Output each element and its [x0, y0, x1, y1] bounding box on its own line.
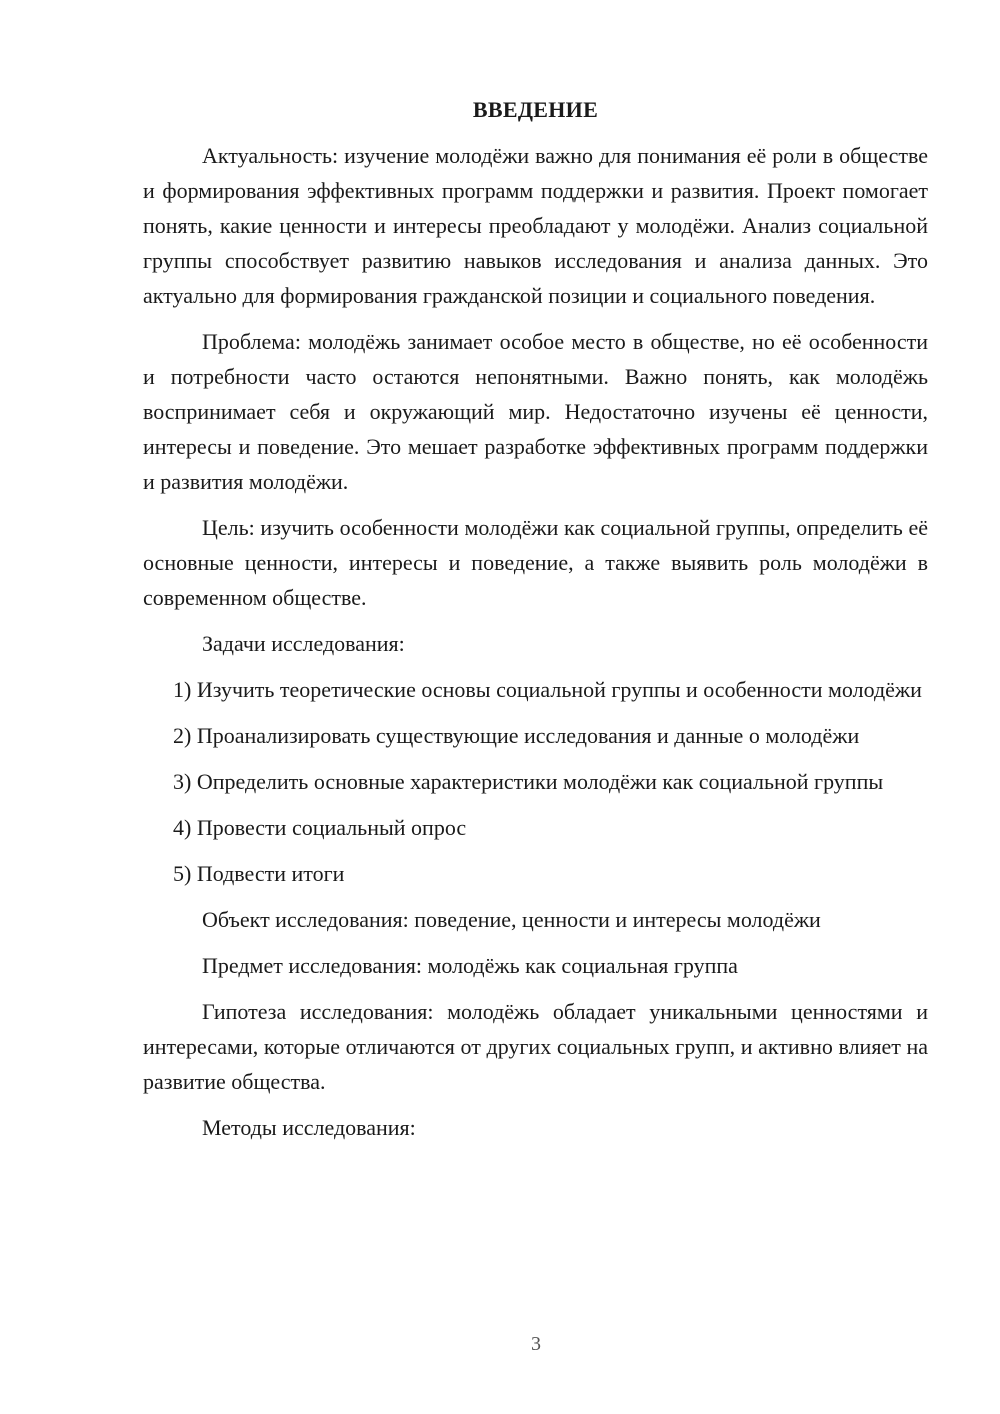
methods-heading: Методы исследования:	[202, 1115, 416, 1140]
goal-paragraph: Цель: изучить особенности молодёжи как социальной группы, определить её основные ценности, интересы и поведение, а также выявить роль молодёжи в современном обществе.	[143, 515, 928, 610]
relevance-paragraph: Актуальность: изучение молодёжи важно для понимания её роли в обществе и формирования эффективных программ поддержки и развития. Проект помогает понять, какие ценности и интересы преобладают у молодёжи. Анализ социальной группы способствует развитию навыков исследования и анализа данных. Это актуально для формирования гражданской позиции и социального поведения.	[143, 143, 928, 308]
task-item-1: 1) Изучить теоретические основы социальной группы и особенности молодёжи	[173, 677, 922, 702]
problem-paragraph: Проблема: молодёжь занимает особое место в обществе, но её особенности и потребности часто остаются непонятными. Важно понять, как молодёжь воспринимает себя и окружающий мир. Недостаточно изучены её ценности, интересы и поведение. Это мешает разработке эффективных программ поддержки и развития молодёжи.	[143, 329, 928, 494]
tasks-heading: Задачи исследования:	[202, 631, 405, 656]
object-paragraph: Объект исследования: поведение, ценности и интересы молодёжи	[202, 907, 821, 932]
task-item-4: 4) Провести социальный опрос	[173, 815, 467, 840]
task-item-2: 2) Проанализировать существующие исследования и данные о молодёжи	[173, 723, 860, 748]
task-item-5: 5) Подвести итоги	[173, 861, 345, 886]
task-item-3: 3) Определить основные характеристики молодёжи как социальной группы	[173, 769, 884, 794]
page-number: 3	[531, 1333, 541, 1355]
subject-paragraph: Предмет исследования: молодёжь как социальная группа	[202, 953, 738, 978]
hypothesis-paragraph: Гипотеза исследования: молодёжь обладает уникальными ценностями и интересами, которые отличаются от других социальных групп, и активно влияет на развитие общества.	[143, 999, 928, 1094]
document-page	[143, 92, 928, 1156]
section-title: ВВЕДЕНИЕ	[472, 97, 599, 122]
